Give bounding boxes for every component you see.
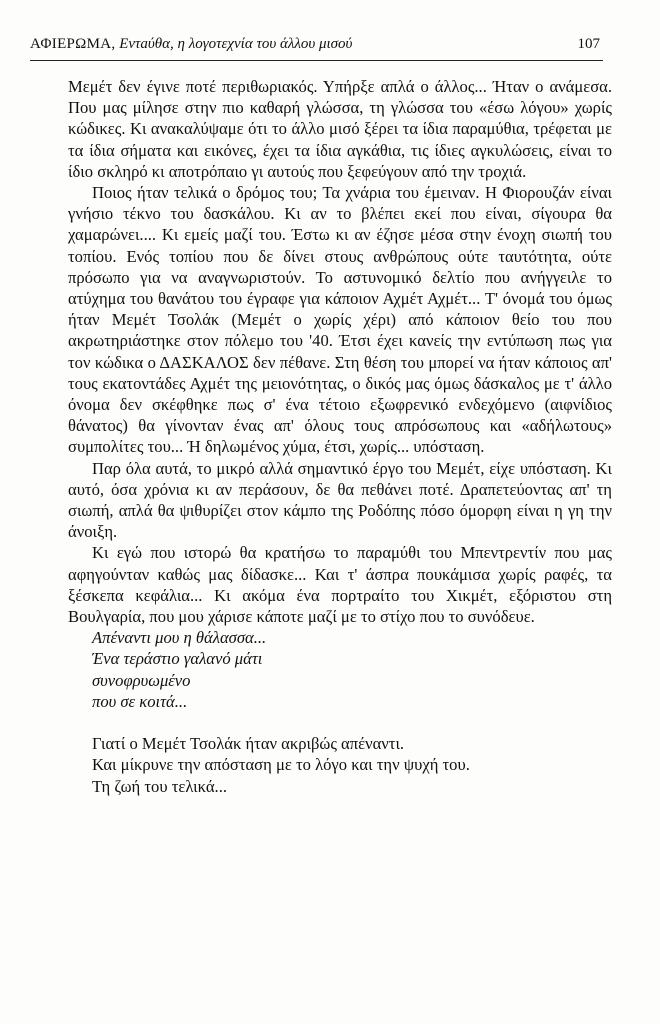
poem-line: Απέναντι μου η θάλασσα... <box>92 628 267 648</box>
closing-lines <box>68 733 612 797</box>
poem-line: συνοφρυωμένο <box>92 670 191 690</box>
paragraph-1: Μεμέτ δεν έγινε ποτέ περιθωριακός. Υπήρξε απλά ο άλλος... Ήταν ο ανάμεσα. Που μας μίλησε στην πιο καθαρή γλώσσα, τη γλώσσα του «έσω λόγου» χωρίς κώδικες. Κι ανακαλύψαμε ότι το άλλο μισό ξέρει τα ίδια παραμύθια, τρέφεται με τα ίδια σήματα και εικόνες, έχει τα ίδια αγκάθια, τις ίδιες αγκυλώσεις, είναι το ίδιο σκληρό κι αποτρόπαιο γι αυτούς που ξεφεύγουν από την τροχιά. <box>68 77 612 181</box>
paragraph-2: Ποιος ήταν τελικά ο δρόμος του; Τα χνάρια του έμειναν. Η Φιορουζάν είναι γνήσιο τέκνο του δασκάλου. Κι αν το βλέπει εκεί που είναι, σίγουρα θα χαμαρώνει.... Κι εμείς μαζί του. Έστω κι αν έζησε μέσα στην ένοχη σιωπή του τοπίου. Ενός τοπίου που δε δίνει στους ανθρώπους ούτε ταυτότητα, ούτε πρόσωπο για να αναγνωριστούν. Το αστυνομικό δελτίο που ανήγγειλε το ατύχημα του θανάτου του έγραφε για κάποιον Αχμέτ Αχμέτ... Τ' όνομά του όμως ήταν Μεμέτ Τσολάκ (Μεμέτ ο χωρίς χέρι) από κάποιον θείο του που ακρωτηριάστηκε στον πόλεμο του '40. Έτσι έχει κανείς την εντύπωση πως για τον κώδικα ο ΔΑΣΚΑΛΟΣ δεν πέθανε. Στη θέση του μπορεί να ήταν κάποιος απ' τους εκατοντάδες Αχμέτ της μειονότητας, ο δικός μας όμως δάσκαλος με τ' άλλο όνομα δεν σκέφθηκε πως σ' ένα τέτοιο εξωφρενικό ενδεχόμενο (αιφνίδιος θάνατος) θα γίνονταν ένας απ' όλους τους απρόσωπους και «αδήλωτους» συμπολίτες του... Ή δηλωμένος χύμα, έτσι, χωρίς... υπόσταση. <box>68 183 612 457</box>
poem-line: Ένα τεράστιο γαλανό μάτι <box>92 649 263 669</box>
poem-line: που σε κοιτά... <box>92 691 188 711</box>
running-header <box>30 36 600 58</box>
header-rule <box>30 60 603 61</box>
closing-line: Και μίκρυνε την απόσταση με το λόγο και την ψυχή του. <box>92 755 470 775</box>
closing-line: Γιατί ο Μεμέτ Τσολάκ ήταν ακριβώς απέναντι. <box>92 734 405 754</box>
running-header-title <box>30 36 352 53</box>
closing-line: Τη ζωή του τελικά... <box>92 776 227 796</box>
section-label: ΑΦΙΕΡΩΜΑ, <box>30 36 116 52</box>
stanza-gap <box>68 712 612 733</box>
page-number: 107 <box>577 36 600 52</box>
poem-excerpt <box>68 627 612 712</box>
paragraph-3: Παρ όλα αυτά, το μικρό αλλά σημαντικό έργο του Μεμέτ, είχε υπόσταση. Κι αυτό, όσα χρόνια κι αν περάσουν, δε θα πεθάνει ποτέ. Δραπετεύοντας απ' τη σιωπή, απλά θα ψιθυρίζει στον κάμπο της Ροδόπης πόσο όμορφη είναι η γη την άνοιξη. <box>68 458 612 542</box>
paragraph-4: Κι εγώ που ιστορώ θα κρατήσω το παραμύθι του Μπεντρεντίν που μας αφηγούνταν καθώς μας δίδασκε... Και τ' άσπρα πουκάμισα χωρίς ραφές, τα ξέσκεπα κεφάλια... Κι ακόμα ένα πορτραίτο του Χικμέτ, εξόριστου στη Βουλγαρία, που μου χάρισε κάποτε μαζί με το στίχο που το συνόδευε. <box>68 543 612 627</box>
text-body <box>68 76 612 797</box>
section-subtitle: Εντaύθα, η λογοτεχνία του άλλου μισού <box>119 36 353 52</box>
